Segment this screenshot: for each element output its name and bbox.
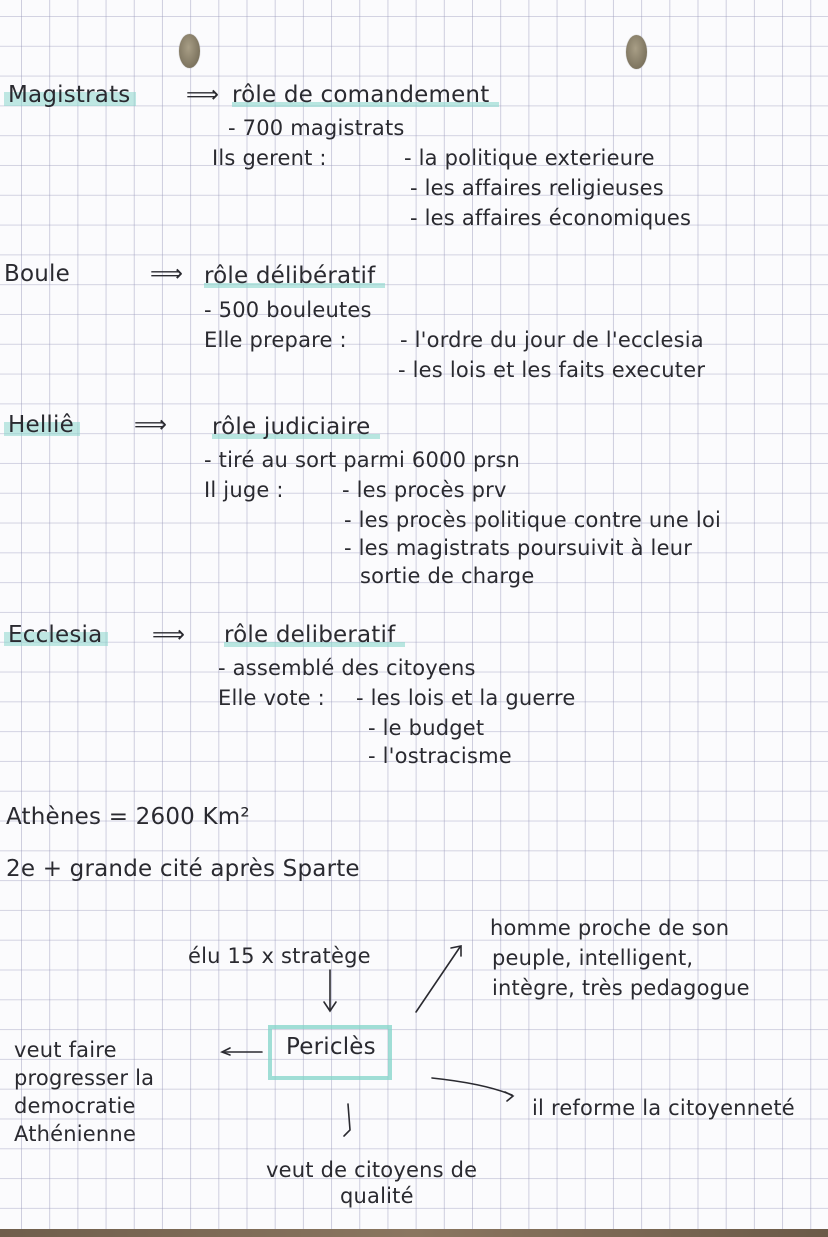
section-title-boule: Boule [4,261,70,287]
pericles-goal: Athénienne [14,1122,137,1146]
heliee-item: sortie de charge [360,564,535,588]
role-magistrats: rôle de comandement [232,84,499,107]
ecclesia-description: - assemblé des citoyens [218,656,476,680]
magistrats-item: - les affaires religieuses [410,176,664,200]
section-title-magistrats: Magistrats [4,84,136,107]
magistrats-intro: Ils gerent : [212,146,327,170]
pericles-label: Periclès [286,1034,376,1060]
arrow-icon: ⟹ [150,261,184,287]
role-heliee: rôle judiciaire [212,416,380,439]
pericles-strategos: élu 15 x stratège [188,944,371,968]
section-title-heliee: Helliê [4,414,80,437]
ecclesia-item: - le budget [368,716,485,740]
magistrats-item: - les affaires économiques [410,206,692,230]
heliee-item: - les magistrats poursuivit à leur [344,536,693,560]
pericles-goal: progresser la [14,1066,155,1090]
pericles-traits: intègre, très pedagogue [492,976,750,1000]
magistrats-count: - 700 magistrats [228,116,405,140]
pericles-citizens: qualité [340,1184,414,1208]
arrow-icon: ⟹ [186,82,220,108]
ecclesia-item: - l'ostracisme [368,744,512,768]
magistrats-item: - la politique exterieure [404,146,655,170]
pericles-traits: peuple, intelligent, [492,946,694,970]
heliee-item: - les procès prv [342,478,507,502]
boule-item: - l'ordre du jour de l'ecclesia [400,328,704,352]
pericles-citizens: veut de citoyens de [266,1158,478,1182]
ecclesia-intro: Elle vote : [218,686,325,710]
heliee-intro: Il juge : [204,478,284,502]
athenes-area: Athènes = 2600 Km² [6,804,250,830]
section-title-ecclesia: Ecclesia [4,624,108,647]
pericles-goal: democratie [14,1094,136,1118]
pericles-goal: veut faire [14,1038,117,1062]
boule-item: - les lois et les faits executer [398,358,706,382]
role-boule: rôle délibératif [204,265,385,288]
pericles-reform: il reforme la citoyenneté [532,1096,795,1120]
role-ecclesia: rôle deliberatif [224,624,405,647]
pericles-traits: homme proche de son [490,916,730,940]
boule-count: - 500 bouleutes [204,298,372,322]
table-edge [0,1229,828,1237]
heliee-item: - les procès politique contre une loi [344,508,722,532]
athenes-rank: 2e + grande cité après Sparte [6,856,360,882]
heliee-selection: - tiré au sort parmi 6000 prsn [204,448,521,472]
arrow-icon: ⟹ [134,412,168,438]
boule-intro: Elle prepare : [204,328,347,352]
ecclesia-item: - les lois et la guerre [356,686,576,710]
arrow-icon: ⟹ [152,622,186,648]
